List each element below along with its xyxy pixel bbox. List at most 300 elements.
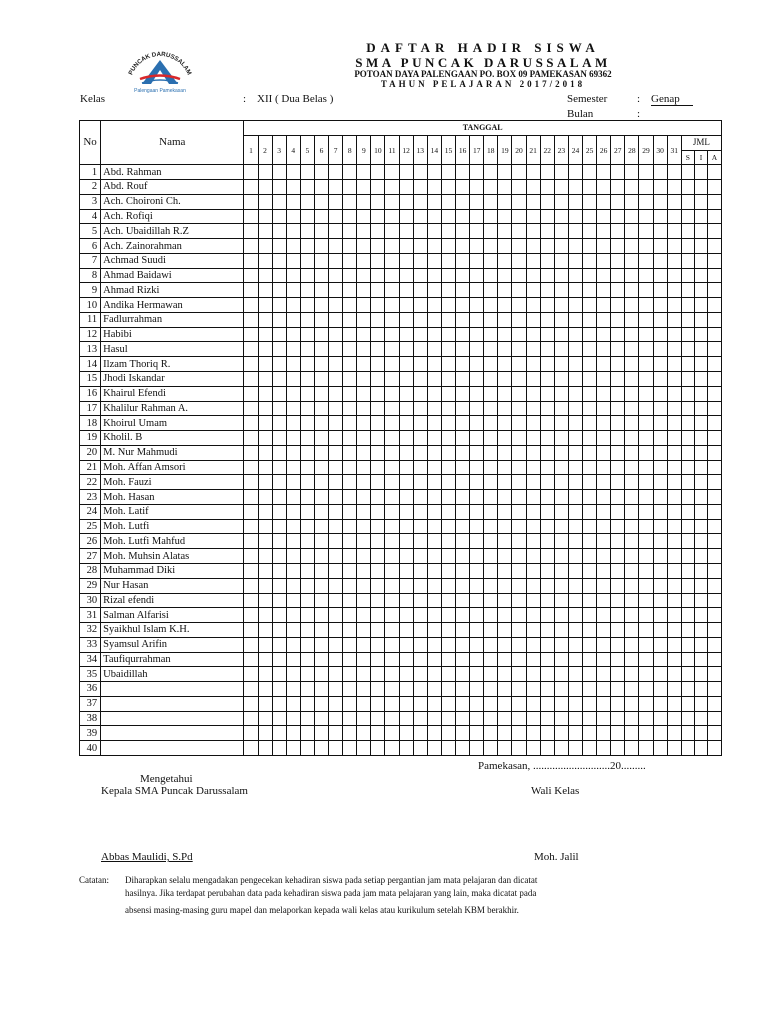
attendance-cell[interactable] [484, 519, 498, 534]
attendance-cell[interactable] [244, 327, 258, 342]
attendance-cell[interactable] [441, 372, 455, 387]
attendance-cell[interactable] [258, 180, 272, 195]
attendance-cell[interactable] [653, 327, 667, 342]
attendance-cell[interactable] [258, 372, 272, 387]
attendance-cell[interactable] [583, 711, 597, 726]
attendance-cell[interactable] [272, 475, 286, 490]
attendance-cell[interactable] [583, 224, 597, 239]
attendance-cell[interactable] [441, 504, 455, 519]
attendance-cell[interactable] [343, 372, 357, 387]
attendance-cell[interactable] [413, 165, 427, 180]
attendance-cell[interactable] [329, 180, 343, 195]
attendance-cell[interactable] [286, 372, 300, 387]
attendance-cell[interactable] [568, 726, 582, 741]
attendance-cell[interactable] [314, 519, 328, 534]
attendance-cell[interactable] [343, 239, 357, 254]
attendance-cell[interactable] [554, 652, 568, 667]
attendance-cell[interactable] [343, 667, 357, 682]
total-cell[interactable] [708, 475, 722, 490]
attendance-cell[interactable] [413, 623, 427, 638]
attendance-cell[interactable] [639, 372, 653, 387]
attendance-cell[interactable] [329, 165, 343, 180]
attendance-cell[interactable] [667, 667, 681, 682]
attendance-cell[interactable] [300, 637, 314, 652]
attendance-cell[interactable] [385, 623, 399, 638]
attendance-cell[interactable] [568, 475, 582, 490]
attendance-cell[interactable] [427, 239, 441, 254]
attendance-cell[interactable] [385, 357, 399, 372]
attendance-cell[interactable] [540, 357, 554, 372]
attendance-cell[interactable] [484, 253, 498, 268]
attendance-cell[interactable] [639, 357, 653, 372]
attendance-cell[interactable] [484, 637, 498, 652]
attendance-cell[interactable] [484, 342, 498, 357]
attendance-cell[interactable] [258, 431, 272, 446]
attendance-cell[interactable] [314, 357, 328, 372]
attendance-cell[interactable] [526, 298, 540, 313]
attendance-cell[interactable] [300, 667, 314, 682]
attendance-cell[interactable] [456, 711, 470, 726]
attendance-cell[interactable] [526, 519, 540, 534]
attendance-cell[interactable] [639, 696, 653, 711]
attendance-cell[interactable] [583, 504, 597, 519]
attendance-cell[interactable] [470, 593, 484, 608]
attendance-cell[interactable] [456, 637, 470, 652]
attendance-cell[interactable] [385, 209, 399, 224]
attendance-cell[interactable] [413, 445, 427, 460]
attendance-cell[interactable] [329, 372, 343, 387]
attendance-cell[interactable] [568, 667, 582, 682]
attendance-cell[interactable] [300, 180, 314, 195]
attendance-cell[interactable] [611, 253, 625, 268]
total-cell[interactable] [694, 372, 707, 387]
attendance-cell[interactable] [583, 327, 597, 342]
attendance-cell[interactable] [357, 504, 371, 519]
attendance-cell[interactable] [427, 283, 441, 298]
attendance-cell[interactable] [554, 578, 568, 593]
total-cell[interactable] [681, 549, 694, 564]
attendance-cell[interactable] [498, 401, 512, 416]
attendance-cell[interactable] [583, 593, 597, 608]
attendance-cell[interactable] [554, 327, 568, 342]
total-cell[interactable] [681, 327, 694, 342]
total-cell[interactable] [694, 726, 707, 741]
attendance-cell[interactable] [583, 623, 597, 638]
attendance-cell[interactable] [512, 534, 526, 549]
attendance-cell[interactable] [258, 194, 272, 209]
attendance-cell[interactable] [653, 209, 667, 224]
attendance-cell[interactable] [667, 224, 681, 239]
attendance-cell[interactable] [258, 726, 272, 741]
attendance-cell[interactable] [512, 401, 526, 416]
attendance-cell[interactable] [498, 593, 512, 608]
attendance-cell[interactable] [427, 357, 441, 372]
attendance-cell[interactable] [512, 593, 526, 608]
attendance-cell[interactable] [639, 386, 653, 401]
attendance-cell[interactable] [399, 549, 413, 564]
total-cell[interactable] [694, 180, 707, 195]
attendance-cell[interactable] [512, 268, 526, 283]
attendance-cell[interactable] [470, 682, 484, 697]
attendance-cell[interactable] [371, 357, 385, 372]
attendance-cell[interactable] [667, 268, 681, 283]
attendance-cell[interactable] [568, 209, 582, 224]
attendance-cell[interactable] [653, 342, 667, 357]
attendance-cell[interactable] [484, 578, 498, 593]
attendance-cell[interactable] [385, 416, 399, 431]
attendance-cell[interactable] [343, 682, 357, 697]
attendance-cell[interactable] [343, 386, 357, 401]
attendance-cell[interactable] [512, 253, 526, 268]
attendance-cell[interactable] [385, 667, 399, 682]
attendance-cell[interactable] [343, 623, 357, 638]
attendance-cell[interactable] [371, 504, 385, 519]
attendance-cell[interactable] [512, 209, 526, 224]
attendance-cell[interactable] [456, 268, 470, 283]
attendance-cell[interactable] [371, 519, 385, 534]
attendance-cell[interactable] [498, 475, 512, 490]
attendance-cell[interactable] [371, 342, 385, 357]
attendance-cell[interactable] [399, 490, 413, 505]
attendance-cell[interactable] [413, 593, 427, 608]
attendance-cell[interactable] [244, 268, 258, 283]
attendance-cell[interactable] [639, 475, 653, 490]
attendance-cell[interactable] [540, 298, 554, 313]
attendance-cell[interactable] [314, 268, 328, 283]
attendance-cell[interactable] [554, 298, 568, 313]
attendance-cell[interactable] [329, 682, 343, 697]
attendance-cell[interactable] [272, 682, 286, 697]
attendance-cell[interactable] [258, 416, 272, 431]
attendance-cell[interactable] [300, 342, 314, 357]
attendance-cell[interactable] [470, 386, 484, 401]
attendance-cell[interactable] [470, 504, 484, 519]
total-cell[interactable] [681, 623, 694, 638]
attendance-cell[interactable] [568, 608, 582, 623]
attendance-cell[interactable] [597, 549, 611, 564]
attendance-cell[interactable] [583, 490, 597, 505]
attendance-cell[interactable] [300, 652, 314, 667]
attendance-cell[interactable] [554, 386, 568, 401]
attendance-cell[interactable] [484, 711, 498, 726]
attendance-cell[interactable] [399, 593, 413, 608]
attendance-cell[interactable] [554, 445, 568, 460]
attendance-cell[interactable] [314, 534, 328, 549]
total-cell[interactable] [681, 312, 694, 327]
attendance-cell[interactable] [258, 652, 272, 667]
attendance-cell[interactable] [540, 209, 554, 224]
attendance-cell[interactable] [639, 504, 653, 519]
attendance-cell[interactable] [314, 682, 328, 697]
attendance-cell[interactable] [385, 239, 399, 254]
attendance-cell[interactable] [554, 194, 568, 209]
attendance-cell[interactable] [639, 327, 653, 342]
total-cell[interactable] [694, 637, 707, 652]
attendance-cell[interactable] [244, 726, 258, 741]
total-cell[interactable] [708, 165, 722, 180]
attendance-cell[interactable] [272, 327, 286, 342]
attendance-cell[interactable] [583, 253, 597, 268]
attendance-cell[interactable] [568, 357, 582, 372]
attendance-cell[interactable] [540, 578, 554, 593]
attendance-cell[interactable] [540, 416, 554, 431]
attendance-cell[interactable] [625, 696, 639, 711]
attendance-cell[interactable] [639, 268, 653, 283]
attendance-cell[interactable] [653, 268, 667, 283]
attendance-cell[interactable] [329, 490, 343, 505]
attendance-cell[interactable] [357, 519, 371, 534]
attendance-cell[interactable] [399, 623, 413, 638]
attendance-cell[interactable] [329, 445, 343, 460]
attendance-cell[interactable] [540, 608, 554, 623]
attendance-cell[interactable] [526, 239, 540, 254]
attendance-cell[interactable] [667, 239, 681, 254]
attendance-cell[interactable] [498, 431, 512, 446]
attendance-cell[interactable] [653, 608, 667, 623]
attendance-cell[interactable] [554, 165, 568, 180]
attendance-cell[interactable] [540, 253, 554, 268]
attendance-cell[interactable] [470, 372, 484, 387]
attendance-cell[interactable] [343, 253, 357, 268]
attendance-cell[interactable] [258, 445, 272, 460]
total-cell[interactable] [694, 253, 707, 268]
attendance-cell[interactable] [498, 180, 512, 195]
attendance-cell[interactable] [625, 298, 639, 313]
attendance-cell[interactable] [625, 180, 639, 195]
attendance-cell[interactable] [667, 593, 681, 608]
attendance-cell[interactable] [244, 209, 258, 224]
attendance-cell[interactable] [385, 283, 399, 298]
attendance-cell[interactable] [526, 253, 540, 268]
attendance-cell[interactable] [554, 283, 568, 298]
attendance-cell[interactable] [625, 253, 639, 268]
attendance-cell[interactable] [258, 268, 272, 283]
attendance-cell[interactable] [653, 475, 667, 490]
attendance-cell[interactable] [568, 165, 582, 180]
total-cell[interactable] [708, 180, 722, 195]
attendance-cell[interactable] [258, 312, 272, 327]
attendance-cell[interactable] [540, 239, 554, 254]
attendance-cell[interactable] [583, 357, 597, 372]
attendance-cell[interactable] [625, 416, 639, 431]
attendance-cell[interactable] [300, 401, 314, 416]
attendance-cell[interactable] [314, 696, 328, 711]
attendance-cell[interactable] [357, 268, 371, 283]
attendance-cell[interactable] [399, 578, 413, 593]
attendance-cell[interactable] [653, 563, 667, 578]
attendance-cell[interactable] [526, 490, 540, 505]
total-cell[interactable] [708, 327, 722, 342]
attendance-cell[interactable] [399, 342, 413, 357]
attendance-cell[interactable] [568, 711, 582, 726]
attendance-cell[interactable] [526, 401, 540, 416]
attendance-cell[interactable] [329, 711, 343, 726]
attendance-cell[interactable] [258, 534, 272, 549]
attendance-cell[interactable] [413, 667, 427, 682]
attendance-cell[interactable] [498, 342, 512, 357]
attendance-cell[interactable] [300, 431, 314, 446]
attendance-cell[interactable] [512, 549, 526, 564]
attendance-cell[interactable] [427, 386, 441, 401]
attendance-cell[interactable] [540, 283, 554, 298]
attendance-cell[interactable] [653, 253, 667, 268]
attendance-cell[interactable] [272, 239, 286, 254]
attendance-cell[interactable] [329, 283, 343, 298]
attendance-cell[interactable] [385, 312, 399, 327]
attendance-cell[interactable] [329, 401, 343, 416]
attendance-cell[interactable] [470, 637, 484, 652]
attendance-cell[interactable] [258, 224, 272, 239]
attendance-cell[interactable] [639, 283, 653, 298]
attendance-cell[interactable] [441, 534, 455, 549]
attendance-cell[interactable] [371, 268, 385, 283]
attendance-cell[interactable] [441, 667, 455, 682]
attendance-cell[interactable] [399, 372, 413, 387]
attendance-cell[interactable] [597, 490, 611, 505]
attendance-cell[interactable] [667, 327, 681, 342]
attendance-cell[interactable] [498, 504, 512, 519]
attendance-cell[interactable] [441, 357, 455, 372]
attendance-cell[interactable] [512, 460, 526, 475]
attendance-cell[interactable] [258, 593, 272, 608]
attendance-cell[interactable] [540, 327, 554, 342]
attendance-cell[interactable] [399, 224, 413, 239]
attendance-cell[interactable] [286, 741, 300, 756]
attendance-cell[interactable] [300, 578, 314, 593]
total-cell[interactable] [694, 416, 707, 431]
attendance-cell[interactable] [371, 711, 385, 726]
attendance-cell[interactable] [653, 534, 667, 549]
attendance-cell[interactable] [314, 563, 328, 578]
attendance-cell[interactable] [583, 445, 597, 460]
attendance-cell[interactable] [329, 327, 343, 342]
attendance-cell[interactable] [625, 682, 639, 697]
attendance-cell[interactable] [371, 194, 385, 209]
attendance-cell[interactable] [385, 445, 399, 460]
attendance-cell[interactable] [597, 578, 611, 593]
attendance-cell[interactable] [667, 342, 681, 357]
attendance-cell[interactable] [357, 475, 371, 490]
total-cell[interactable] [681, 357, 694, 372]
total-cell[interactable] [694, 504, 707, 519]
total-cell[interactable] [708, 711, 722, 726]
attendance-cell[interactable] [272, 593, 286, 608]
attendance-cell[interactable] [357, 165, 371, 180]
attendance-cell[interactable] [244, 637, 258, 652]
attendance-cell[interactable] [427, 224, 441, 239]
attendance-cell[interactable] [314, 475, 328, 490]
attendance-cell[interactable] [498, 549, 512, 564]
attendance-cell[interactable] [583, 637, 597, 652]
total-cell[interactable] [694, 298, 707, 313]
total-cell[interactable] [694, 431, 707, 446]
attendance-cell[interactable] [512, 563, 526, 578]
total-cell[interactable] [694, 696, 707, 711]
attendance-cell[interactable] [597, 224, 611, 239]
attendance-cell[interactable] [667, 372, 681, 387]
attendance-cell[interactable] [568, 416, 582, 431]
attendance-cell[interactable] [512, 327, 526, 342]
attendance-cell[interactable] [329, 504, 343, 519]
attendance-cell[interactable] [413, 682, 427, 697]
attendance-cell[interactable] [286, 696, 300, 711]
attendance-cell[interactable] [653, 416, 667, 431]
attendance-cell[interactable] [286, 357, 300, 372]
attendance-cell[interactable] [568, 519, 582, 534]
attendance-cell[interactable] [385, 726, 399, 741]
attendance-cell[interactable] [385, 549, 399, 564]
attendance-cell[interactable] [329, 549, 343, 564]
attendance-cell[interactable] [667, 165, 681, 180]
attendance-cell[interactable] [357, 711, 371, 726]
attendance-cell[interactable] [512, 578, 526, 593]
attendance-cell[interactable] [399, 327, 413, 342]
attendance-cell[interactable] [484, 239, 498, 254]
attendance-cell[interactable] [512, 726, 526, 741]
attendance-cell[interactable] [554, 342, 568, 357]
total-cell[interactable] [681, 490, 694, 505]
attendance-cell[interactable] [653, 696, 667, 711]
attendance-cell[interactable] [427, 431, 441, 446]
attendance-cell[interactable] [258, 298, 272, 313]
attendance-cell[interactable] [611, 549, 625, 564]
attendance-cell[interactable] [286, 180, 300, 195]
attendance-cell[interactable] [456, 312, 470, 327]
attendance-cell[interactable] [399, 445, 413, 460]
attendance-cell[interactable] [456, 283, 470, 298]
attendance-cell[interactable] [286, 401, 300, 416]
attendance-cell[interactable] [427, 372, 441, 387]
attendance-cell[interactable] [456, 726, 470, 741]
attendance-cell[interactable] [272, 563, 286, 578]
attendance-cell[interactable] [456, 696, 470, 711]
total-cell[interactable] [694, 165, 707, 180]
attendance-cell[interactable] [427, 563, 441, 578]
attendance-cell[interactable] [343, 416, 357, 431]
attendance-cell[interactable] [484, 608, 498, 623]
attendance-cell[interactable] [441, 283, 455, 298]
attendance-cell[interactable] [343, 696, 357, 711]
attendance-cell[interactable] [512, 608, 526, 623]
attendance-cell[interactable] [653, 578, 667, 593]
attendance-cell[interactable] [498, 298, 512, 313]
attendance-cell[interactable] [667, 416, 681, 431]
attendance-cell[interactable] [498, 460, 512, 475]
attendance-cell[interactable] [512, 475, 526, 490]
attendance-cell[interactable] [597, 357, 611, 372]
attendance-cell[interactable] [272, 445, 286, 460]
attendance-cell[interactable] [441, 578, 455, 593]
attendance-cell[interactable] [583, 563, 597, 578]
attendance-cell[interactable] [512, 519, 526, 534]
attendance-cell[interactable] [329, 519, 343, 534]
attendance-cell[interactable] [653, 711, 667, 726]
attendance-cell[interactable] [667, 445, 681, 460]
attendance-cell[interactable] [597, 253, 611, 268]
attendance-cell[interactable] [583, 268, 597, 283]
attendance-cell[interactable] [583, 549, 597, 564]
attendance-cell[interactable] [244, 593, 258, 608]
attendance-cell[interactable] [625, 623, 639, 638]
total-cell[interactable] [694, 342, 707, 357]
attendance-cell[interactable] [258, 519, 272, 534]
attendance-cell[interactable] [413, 563, 427, 578]
attendance-cell[interactable] [272, 608, 286, 623]
attendance-cell[interactable] [399, 209, 413, 224]
total-cell[interactable] [708, 253, 722, 268]
attendance-cell[interactable] [300, 711, 314, 726]
attendance-cell[interactable] [498, 386, 512, 401]
